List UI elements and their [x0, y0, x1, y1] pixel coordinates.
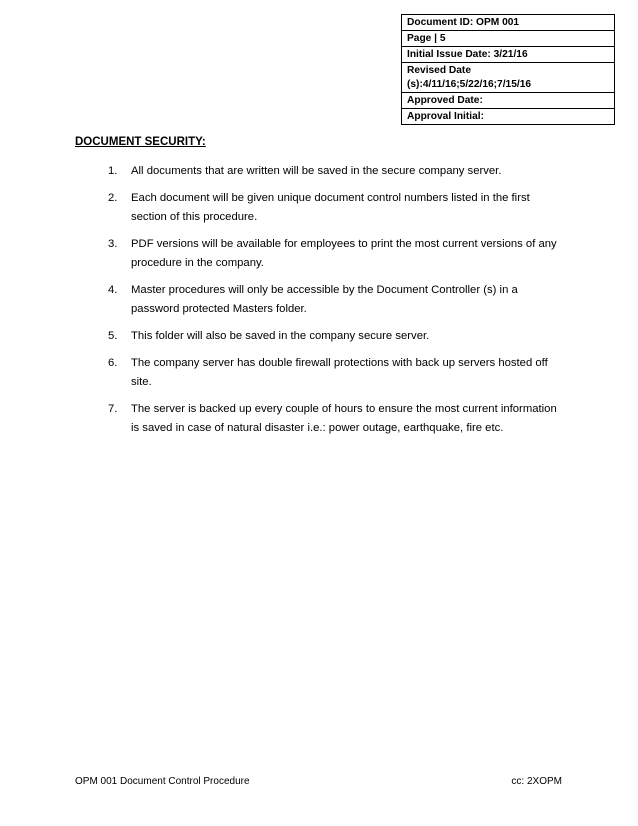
- list-item-text: Each document will be given unique document control numbers listed in the first section of this procedure.: [131, 192, 530, 223]
- page-number: Page | 5: [402, 31, 614, 47]
- list-item: [108, 327, 568, 346]
- footer-document-name: OPM 001 Document Control Procedure: [75, 776, 250, 787]
- list-item: [108, 162, 568, 181]
- security-list: [108, 162, 568, 446]
- revised-date-values: (s):4/11/16;5/22/16;7/15/16: [407, 79, 532, 90]
- initial-issue-date: Initial Issue Date: 3/21/16: [402, 47, 614, 63]
- list-item-number: 1.: [108, 165, 118, 177]
- list-item: [108, 189, 568, 227]
- list-item-number: 6.: [108, 357, 118, 369]
- approved-date: Approved Date:: [402, 93, 614, 109]
- list-item-number: 3.: [108, 238, 118, 250]
- list-item: [108, 400, 568, 438]
- list-item-text: All documents that are written will be saved in the secure company server.: [131, 165, 502, 177]
- list-item: [108, 235, 568, 273]
- revised-date: [402, 63, 614, 93]
- list-item-number: 5.: [108, 330, 118, 342]
- document-id: Document ID: OPM 001: [402, 15, 614, 31]
- approval-initial: Approval Initial:: [407, 111, 484, 122]
- list-item-text: The server is backed up every couple of hours to ensure the most current information is saved in case of natural disaster i.e.: power outage, earthquake, fire etc.: [131, 403, 557, 434]
- list-item-number: 7.: [108, 403, 118, 415]
- list-item: [108, 354, 568, 392]
- list-item-text: This folder will also be saved in the company secure server.: [131, 330, 430, 342]
- list-item: [108, 281, 568, 319]
- list-item-text: The company server has double firewall protections with back up servers hosted off site.: [131, 357, 548, 388]
- revised-date-label: Revised Date: [407, 65, 471, 76]
- list-item-number: 2.: [108, 192, 118, 204]
- document-info-table: [401, 14, 615, 125]
- section-title: DOCUMENT SECURITY:: [75, 136, 206, 148]
- list-item-number: 4.: [108, 284, 118, 296]
- footer-copy-code: cc: 2XOPM: [511, 776, 562, 787]
- list-item-text: Master procedures will only be accessible by the Document Controller (s) in a password protected Masters folder.: [131, 284, 518, 315]
- list-item-text: PDF versions will be available for employees to print the most current versions of any procedure in the company.: [131, 238, 557, 269]
